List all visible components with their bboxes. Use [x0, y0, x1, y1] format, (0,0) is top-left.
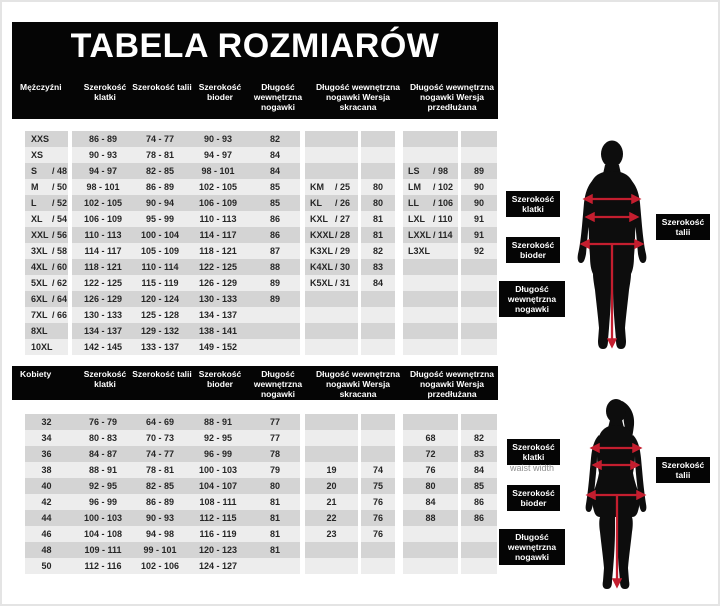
long-version-value-cell: 90 — [461, 179, 497, 195]
long-version-size-cell — [403, 275, 458, 291]
long-version-size-cell — [403, 307, 458, 323]
men-waist-width-label: Szerokość talii — [656, 214, 710, 240]
measurements-cell: 106 - 109 95 - 99 110 - 113 86 — [72, 211, 300, 227]
short-version-value-cell — [361, 446, 395, 462]
column-header-leg-long: Długość wewnętrzna nogawki Wersja przedłużana — [409, 82, 495, 113]
short-version-size-cell — [305, 446, 358, 462]
short-version-value-cell — [361, 131, 395, 147]
column-header-leg: Długość wewnętrzna nogawki — [253, 369, 303, 400]
measurements-cell: 104 - 108 94 - 98 116 - 119 81 — [72, 526, 300, 542]
long-version-size-cell: 76 — [403, 462, 458, 478]
short-version-value-cell — [361, 147, 395, 163]
long-version-size-cell — [403, 339, 458, 355]
short-version-size-cell — [305, 339, 358, 355]
long-version-size-cell — [403, 542, 458, 558]
long-version-size-cell: L3XL — [403, 243, 458, 259]
short-version-value-cell: 81 — [361, 227, 395, 243]
size-cell: 40 — [25, 478, 76, 494]
long-version-size-cell — [403, 526, 458, 542]
measurements-cell: 92 - 95 82 - 85 104 - 107 80 — [72, 478, 300, 494]
table-row — [12, 414, 498, 430]
long-version-size-cell — [403, 414, 458, 430]
measurements-cell: 126 - 129 120 - 124 130 - 133 89 — [72, 291, 300, 307]
male-head — [601, 141, 623, 168]
long-version-value-cell: 89 — [461, 163, 497, 179]
table-row — [12, 558, 498, 574]
long-version-size-cell — [403, 558, 458, 574]
column-header-chest: Szerokość klatki — [83, 82, 127, 103]
long-version-size-cell — [403, 291, 458, 307]
short-version-size-cell: K4XL / 30 — [305, 259, 358, 275]
size-cell: 6XL / 64 — [25, 291, 68, 307]
size-cell: 3XL / 58 — [25, 243, 68, 259]
short-version-size-cell: K3XL / 29 — [305, 243, 358, 259]
long-version-size-cell: 84 — [403, 494, 458, 510]
short-version-value-cell: 80 — [361, 179, 395, 195]
measurements-cell: 76 - 79 64 - 69 88 - 91 77 — [72, 414, 300, 430]
column-header-waist: Szerokość talii — [132, 369, 192, 379]
short-version-size-cell: 23 — [305, 526, 358, 542]
measurements-cell: 100 - 103 90 - 93 112 - 115 81 — [72, 510, 300, 526]
women-hip-width-label: Szerokość bioder — [507, 485, 560, 511]
column-header-leg-long: Długość wewnętrzna nogawki Wersja przedłużana — [409, 369, 495, 400]
size-cell: 36 — [25, 446, 76, 462]
short-version-size-cell: K5XL / 31 — [305, 275, 358, 291]
column-header-men-group: Mężczyźni — [20, 82, 62, 92]
long-version-value-cell: 90 — [461, 195, 497, 211]
long-version-value-cell — [461, 323, 497, 339]
short-version-value-cell — [361, 542, 395, 558]
size-cell: 7XL / 66 — [25, 307, 68, 323]
table-row — [12, 462, 498, 478]
women-header-bar — [12, 366, 498, 400]
short-version-value-cell — [361, 307, 395, 323]
short-version-size-cell: 19 — [305, 462, 358, 478]
size-cell: 48 — [25, 542, 76, 558]
measurements-cell: 86 - 89 74 - 77 90 - 93 82 — [72, 131, 300, 147]
size-cell: L / 52 — [25, 195, 68, 211]
measurements-cell: 102 - 105 90 - 94 106 - 109 85 — [72, 195, 300, 211]
size-cell: XXS — [25, 131, 68, 147]
long-version-size-cell — [403, 147, 458, 163]
long-version-size-cell: LL / 106 — [403, 195, 458, 211]
long-version-size-cell: LXXL / 114 — [403, 227, 458, 243]
long-version-value-cell — [461, 291, 497, 307]
size-cell: 8XL — [25, 323, 68, 339]
long-version-size-cell: LS / 98 — [403, 163, 458, 179]
short-version-size-cell — [305, 131, 358, 147]
size-cell: 32 — [25, 414, 76, 430]
long-version-size-cell: LXL / 110 — [403, 211, 458, 227]
long-version-value-cell — [461, 339, 497, 355]
female-head — [606, 399, 626, 423]
women-size-table — [12, 414, 498, 574]
size-cell: 4XL / 60 — [25, 259, 68, 275]
table-row — [12, 478, 498, 494]
short-version-size-cell — [305, 163, 358, 179]
long-version-value-cell — [461, 558, 497, 574]
size-cell: 42 — [25, 494, 76, 510]
short-version-value-cell: 74 — [361, 462, 395, 478]
column-header-leg-short: Długość wewnętrzna nogawki Wersja skracana — [315, 369, 401, 400]
short-version-size-cell — [305, 414, 358, 430]
short-version-value-cell: 76 — [361, 510, 395, 526]
table-row — [12, 446, 498, 462]
short-version-size-cell: 21 — [305, 494, 358, 510]
short-version-size-cell — [305, 323, 358, 339]
long-version-value-cell — [461, 526, 497, 542]
measurements-cell: 112 - 116 102 - 106 124 - 127 — [72, 558, 300, 574]
short-version-size-cell — [305, 307, 358, 323]
long-version-size-cell: LM / 102 — [403, 179, 458, 195]
women-waist-width-label: Szerokość talii — [656, 457, 710, 483]
measurements-cell: 96 - 99 86 - 89 108 - 111 81 — [72, 494, 300, 510]
long-version-value-cell: 84 — [461, 462, 497, 478]
page-title: TABELA ROZMIARÓW — [70, 27, 440, 65]
long-version-value-cell — [461, 147, 497, 163]
size-cell: 10XL — [25, 339, 68, 355]
long-version-size-cell — [403, 259, 458, 275]
column-header-women-group: Kobiety — [20, 369, 52, 379]
short-version-size-cell: KXXL / 28 — [305, 227, 358, 243]
measurements-cell: 84 - 87 74 - 77 96 - 99 78 — [72, 446, 300, 462]
size-cell: XS — [25, 147, 68, 163]
column-header-chest: Szerokość klatki — [83, 369, 127, 390]
size-cell: XXL / 56 — [25, 227, 68, 243]
long-version-value-cell — [461, 542, 497, 558]
table-row — [12, 131, 498, 147]
short-version-size-cell — [305, 542, 358, 558]
table-row — [12, 147, 498, 163]
table-row — [12, 211, 498, 227]
long-version-value-cell — [461, 414, 497, 430]
men-inner-leg-label: Długość wewnętrzna nogawki — [499, 281, 565, 317]
short-version-size-cell — [305, 558, 358, 574]
table-row — [12, 510, 498, 526]
measurements-cell: 130 - 133 125 - 128 134 - 137 — [72, 307, 300, 323]
short-version-value-cell: 81 — [361, 211, 395, 227]
men-hip-width-label: Szerokość bioder — [506, 237, 560, 263]
men-chest-width-label: Szerokość klatki — [506, 191, 560, 217]
short-version-value-cell: 76 — [361, 526, 395, 542]
short-version-value-cell — [361, 339, 395, 355]
short-version-size-cell — [305, 430, 358, 446]
size-cell: XL / 54 — [25, 211, 68, 227]
column-header-hips: Szerokość bioder — [198, 369, 242, 390]
women-inner-leg-label: Długość wewnętrzna nogawki — [499, 529, 565, 565]
measurements-cell: 109 - 111 99 - 101 120 - 123 81 — [72, 542, 300, 558]
column-header-leg: Długość wewnętrzna nogawki — [253, 82, 303, 113]
size-cell: 44 — [25, 510, 76, 526]
men-size-table — [12, 131, 498, 355]
male-silhouette — [558, 140, 666, 356]
short-version-value-cell — [361, 163, 395, 179]
long-version-size-cell: 80 — [403, 478, 458, 494]
long-version-value-cell: 91 — [461, 227, 497, 243]
short-version-value-cell — [361, 291, 395, 307]
table-row — [12, 243, 498, 259]
table-row — [12, 430, 498, 446]
size-cell: 50 — [25, 558, 76, 574]
size-cell: 34 — [25, 430, 76, 446]
men-header-bar — [12, 22, 498, 119]
measurements-cell: 142 - 145 133 - 137 149 - 152 — [72, 339, 300, 355]
measurements-cell: 114 - 117 105 - 109 118 - 121 87 — [72, 243, 300, 259]
short-version-value-cell: 83 — [361, 259, 395, 275]
table-row — [12, 542, 498, 558]
measurements-cell: 98 - 101 86 - 89 102 - 105 85 — [72, 179, 300, 195]
long-version-value-cell: 85 — [461, 478, 497, 494]
table-row — [12, 163, 498, 179]
long-version-size-cell: 72 — [403, 446, 458, 462]
table-row — [12, 307, 498, 323]
table-row — [12, 275, 498, 291]
long-version-size-cell: 88 — [403, 510, 458, 526]
column-header-hips: Szerokość bioder — [198, 82, 242, 103]
short-version-size-cell: KL / 26 — [305, 195, 358, 211]
size-cell: M / 50 — [25, 179, 68, 195]
short-version-size-cell: KM / 25 — [305, 179, 358, 195]
table-row — [12, 291, 498, 307]
short-version-size-cell: 20 — [305, 478, 358, 494]
measurements-cell: 94 - 97 82 - 85 98 - 101 84 — [72, 163, 300, 179]
size-cell: 5XL / 62 — [25, 275, 68, 291]
column-header-leg-short: Długość wewnętrzna nogawki Wersja skracana — [315, 82, 401, 113]
short-version-value-cell: 82 — [361, 243, 395, 259]
long-version-value-cell: 86 — [461, 494, 497, 510]
long-version-size-cell — [403, 131, 458, 147]
long-version-size-cell — [403, 323, 458, 339]
short-version-size-cell: KXL / 27 — [305, 211, 358, 227]
women-chest-width-label: Szerokość klatki — [507, 439, 560, 465]
female-silhouette — [562, 398, 670, 594]
long-version-value-cell: 86 — [461, 510, 497, 526]
long-version-size-cell: 68 — [403, 430, 458, 446]
measurements-cell: 80 - 83 70 - 73 92 - 95 77 — [72, 430, 300, 446]
size-cell: 46 — [25, 526, 76, 542]
long-version-value-cell: 91 — [461, 211, 497, 227]
long-version-value-cell: 82 — [461, 430, 497, 446]
long-version-value-cell — [461, 275, 497, 291]
short-version-size-cell — [305, 147, 358, 163]
short-version-value-cell — [361, 430, 395, 446]
size-cell: S / 48 — [25, 163, 68, 179]
waist-width-en-label: waist width — [509, 463, 554, 473]
table-row — [12, 323, 498, 339]
measurements-cell: 122 - 125 115 - 119 126 - 129 89 — [72, 275, 300, 291]
long-version-value-cell — [461, 259, 497, 275]
table-row — [12, 494, 498, 510]
measurements-cell: 118 - 121 110 - 114 122 - 125 88 — [72, 259, 300, 275]
long-version-value-cell — [461, 131, 497, 147]
measurements-cell: 134 - 137 129 - 132 138 - 141 — [72, 323, 300, 339]
size-cell: 38 — [25, 462, 76, 478]
table-row — [12, 227, 498, 243]
short-version-value-cell — [361, 323, 395, 339]
long-version-value-cell: 83 — [461, 446, 497, 462]
measurements-cell: 88 - 91 78 - 81 100 - 103 79 — [72, 462, 300, 478]
measurements-cell: 90 - 93 78 - 81 94 - 97 84 — [72, 147, 300, 163]
column-header-waist: Szerokość talii — [132, 82, 192, 92]
short-version-size-cell — [305, 291, 358, 307]
short-version-value-cell: 75 — [361, 478, 395, 494]
short-version-value-cell: 84 — [361, 275, 395, 291]
short-version-value-cell: 80 — [361, 195, 395, 211]
short-version-size-cell: 22 — [305, 510, 358, 526]
table-row — [12, 195, 498, 211]
short-version-value-cell — [361, 558, 395, 574]
table-row — [12, 259, 498, 275]
table-row — [12, 179, 498, 195]
short-version-value-cell: 76 — [361, 494, 395, 510]
table-row — [12, 339, 498, 355]
long-version-value-cell: 92 — [461, 243, 497, 259]
short-version-value-cell — [361, 414, 395, 430]
long-version-value-cell — [461, 307, 497, 323]
table-row — [12, 526, 498, 542]
measurements-cell: 110 - 113 100 - 104 114 - 117 86 — [72, 227, 300, 243]
